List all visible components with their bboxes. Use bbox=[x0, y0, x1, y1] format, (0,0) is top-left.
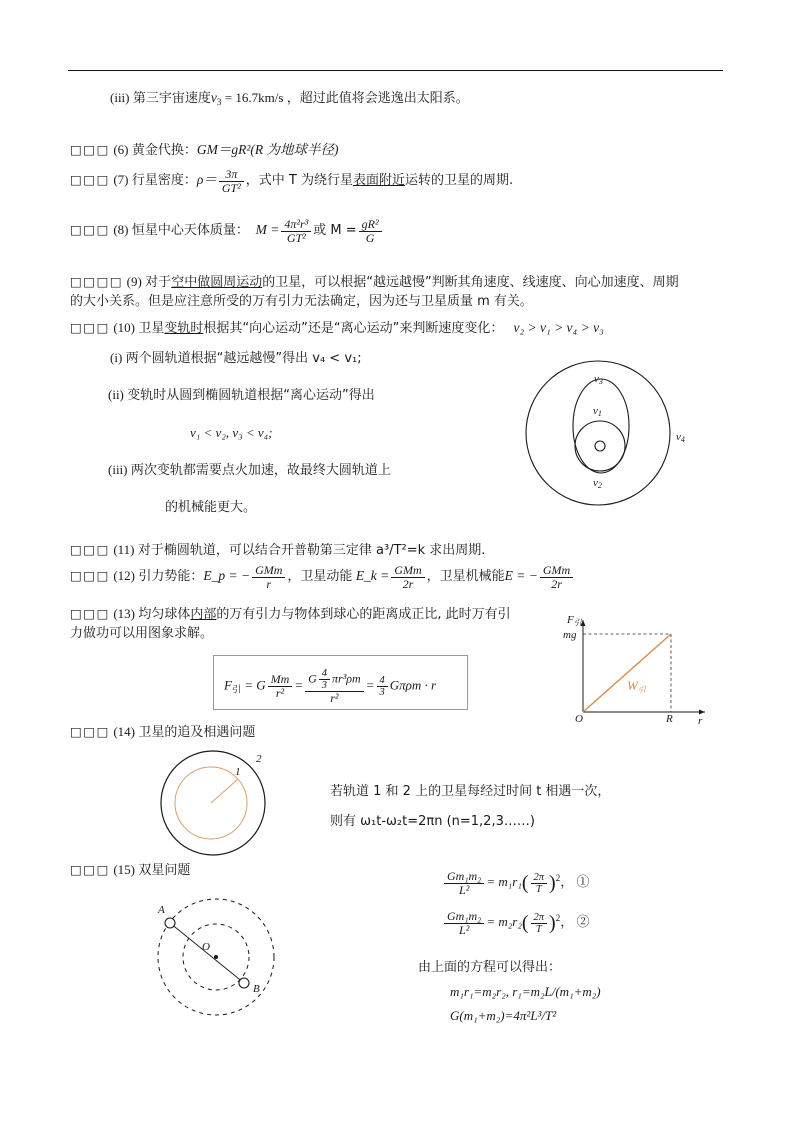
eq1-fraction bbox=[444, 870, 484, 896]
eq1-paren-fraction bbox=[531, 872, 548, 895]
label-star-a: A bbox=[158, 904, 165, 916]
item-15-number: (15) bbox=[113, 862, 135, 877]
item-10-sub-iii-label: (iii) bbox=[108, 462, 128, 477]
force-line bbox=[583, 634, 671, 712]
checkbox-group-12[interactable]: □□□ bbox=[70, 568, 110, 584]
eq2-paren-num: 2π bbox=[533, 911, 545, 923]
item-7-frac-numerator: 3π bbox=[225, 167, 238, 181]
item-8-f2-num: gR² bbox=[361, 217, 379, 231]
fb13-frac-1 bbox=[268, 673, 293, 699]
item-7-fraction bbox=[219, 168, 244, 194]
fb13-n1: Mm bbox=[270, 672, 290, 687]
binary-result-1: m₁r₁=m₂r₂, r₁=m₂L/(m₁+m₂) bbox=[450, 984, 601, 999]
work-area-label: W引 bbox=[627, 678, 646, 694]
item-15-row bbox=[70, 860, 190, 881]
item-10-sub-iii bbox=[108, 460, 391, 481]
item-14-row bbox=[70, 722, 255, 743]
item-7-row bbox=[70, 168, 513, 194]
fb13-last-d: 3 bbox=[377, 686, 388, 698]
label-v3: v3 bbox=[594, 373, 603, 386]
item-7-text-after: ，式中 T 为绕行星 bbox=[245, 173, 354, 189]
item-12-ek-fraction bbox=[391, 564, 424, 590]
item-7-number: (7) bbox=[113, 172, 129, 188]
paragraph-third-cosmic-velocity bbox=[110, 88, 469, 112]
item-11-number: (11) bbox=[113, 542, 135, 557]
radius-line bbox=[211, 779, 238, 803]
item-13-line1-b: 的万有引力与物体到球心的距离成正比, 此时万有引 bbox=[216, 607, 511, 622]
item-7-underlined: 表面附近 bbox=[353, 173, 406, 189]
fb13-eq1: = G bbox=[244, 677, 266, 693]
item-10-sub-ii-label: (ii) bbox=[108, 387, 124, 402]
item-14-title: 卫星的追及相遇问题 bbox=[138, 725, 256, 740]
item-13-line2: 力做功可以用图象求解。 bbox=[70, 626, 214, 641]
item-10-underlined: 变轨时 bbox=[164, 321, 204, 336]
item-8-formula1-lead: M = bbox=[255, 222, 280, 238]
item-8-number: (8) bbox=[113, 222, 129, 238]
header-rule bbox=[68, 70, 723, 71]
item-13-row bbox=[70, 604, 511, 625]
binary-conclusion-lead: 由上面的方程可以得出： bbox=[418, 960, 562, 975]
connecting-line bbox=[170, 923, 244, 983]
fb13-inner-d: 3 bbox=[319, 679, 330, 691]
orbit-diagram-10 bbox=[508, 358, 698, 508]
item-8-fraction-1 bbox=[281, 218, 311, 244]
item-11-text: 对于椭圆轨道，可以结合开普勒第三定律 a³/T²=k 求出周期. bbox=[137, 543, 486, 558]
item-9-number: (9) bbox=[126, 274, 142, 289]
item-14-note-line1: 若轨道 1 和 2 上的卫星每经过时间 t 相遇一次， bbox=[330, 784, 611, 799]
item-6-row bbox=[70, 140, 339, 161]
label-v4: v4 bbox=[676, 431, 685, 444]
item-10-sub-ii-text: 变轨时从圆到椭圆轨道根据“离心运动”得出 bbox=[127, 388, 375, 403]
center-of-mass-dot bbox=[214, 955, 218, 959]
item-13-underlined: 内部 bbox=[190, 607, 217, 622]
fb13-inner-frac bbox=[319, 668, 330, 691]
checkbox-group-10[interactable]: □□□ bbox=[70, 320, 110, 335]
label-track-1: 1 bbox=[235, 766, 241, 778]
item-11-row bbox=[70, 540, 485, 561]
fb13-big-den: r² bbox=[305, 691, 364, 705]
binary-star-diagram bbox=[128, 895, 318, 1025]
item-8-fraction-2 bbox=[359, 218, 382, 244]
force-distance-graph bbox=[563, 612, 715, 727]
item-8-f1-num: 4π²r³ bbox=[284, 217, 309, 231]
eq1-rhs: = m₁r₁ bbox=[486, 874, 522, 889]
item-12-e-num: GMm bbox=[542, 563, 571, 577]
x-axis-arrow bbox=[699, 710, 705, 715]
label-star-b: B bbox=[253, 983, 260, 995]
binary-equation-1: $\frac{\text{Gm₁m₂}}{\text{L²}}$ = m₁r₁( $\frac{2\pi}{T}$ )$^2$， ① bbox=[442, 868, 590, 896]
fb13-inner-n: 4 bbox=[321, 668, 328, 679]
label-track-2: 2 bbox=[256, 753, 262, 765]
item-10-sub-i-text: 两个圆轨道根据“越远越慢”得出 v₄ < v₁; bbox=[125, 351, 362, 366]
item-12-e-lead: E = − bbox=[504, 568, 538, 584]
x-axis-label: r bbox=[698, 715, 703, 727]
fb13-big-num-lead: G bbox=[308, 671, 317, 686]
checkbox-group-9[interactable]: □□□□ bbox=[70, 274, 124, 289]
eq2-fraction bbox=[444, 910, 484, 936]
y-axis-label: F引 bbox=[567, 614, 582, 627]
checkbox-group-6[interactable]: □□□ bbox=[70, 142, 110, 157]
star-b-marker bbox=[239, 978, 249, 988]
label-center-o: O bbox=[202, 941, 210, 953]
eq1-num: Gm₁m₂ bbox=[447, 868, 482, 883]
item-8-f1-den: GT² bbox=[281, 231, 311, 245]
item-13-line1-a: 均匀球体 bbox=[138, 607, 191, 622]
velocity-value: = 16.7km/s bbox=[224, 90, 284, 105]
item-8-title: 恒星中心天体质量： bbox=[131, 223, 249, 239]
fb13-eq3: = bbox=[365, 677, 375, 693]
item-9-line1-a: 对于 bbox=[145, 275, 172, 290]
item-12-ep-num: GMm bbox=[255, 563, 283, 577]
fb13-last-tail: Gπρm · r bbox=[389, 677, 437, 693]
third-cosmic-velocity-tail: ，超过此值将会逃逸出太阳系。 bbox=[286, 91, 469, 106]
item-10-sub-iii-text1: 两次变轨都需要点火加速，故最终大圆轨道上 bbox=[130, 463, 391, 478]
item-8-f2-den: G bbox=[359, 231, 382, 245]
eq2-power: 2 bbox=[555, 913, 561, 923]
item-12-e-den: 2r bbox=[540, 577, 573, 591]
velocity-symbol: v bbox=[210, 90, 217, 105]
item-12-mid1: ，卫星动能 bbox=[287, 569, 353, 585]
eq2-rhs: = m₂r₂ bbox=[486, 914, 522, 929]
item-14-note-line2: 则有 ω₁t-ω₂t=2πn (n=1,2,3……) bbox=[330, 814, 535, 829]
checkbox-group-15[interactable]: □□□ bbox=[70, 862, 110, 877]
fb13-eq2: = bbox=[294, 677, 304, 693]
item-6-title: 黄金代换： bbox=[131, 143, 197, 158]
eq2-num: Gm₁m₂ bbox=[447, 908, 482, 923]
item-12-number: (12) bbox=[113, 568, 135, 584]
checkbox-group-8[interactable]: □□□ bbox=[70, 222, 110, 238]
item-12-ek-num: GMm bbox=[394, 563, 422, 577]
item-13-number: (13) bbox=[113, 606, 135, 621]
item-10-sub-i bbox=[110, 348, 362, 369]
eq2-paren-den: T bbox=[531, 923, 548, 935]
item-7-frac-denominator: GT² bbox=[219, 181, 244, 195]
central-body bbox=[595, 441, 605, 451]
item-10-inequality: v₂ > v₁ > v₄ > v₃ bbox=[513, 320, 604, 335]
checkbox-group-13[interactable]: □□□ bbox=[70, 606, 110, 621]
star-a-marker bbox=[165, 918, 175, 928]
item-10-number: (10) bbox=[113, 320, 135, 335]
item-14-number: (14) bbox=[113, 724, 135, 739]
checkbox-group-7[interactable]: □□□ bbox=[70, 172, 110, 188]
chase-orbit-diagram bbox=[148, 745, 288, 863]
fb13-last-n: 4 bbox=[379, 674, 385, 686]
label-v2: v2 bbox=[593, 477, 602, 490]
binary-equation-2: $\frac{\text{Gm₁m₂}}{\text{L²}}$ = m₂r₂( $\frac{2\pi}{T}$ )$^2$， ② bbox=[442, 908, 590, 936]
item-10-sub-ii bbox=[108, 385, 375, 406]
item-7-formula-lead: ρ＝ bbox=[196, 172, 217, 188]
item-12-ep-fraction bbox=[252, 564, 285, 590]
item-12-ep-lead: E_p = − bbox=[203, 568, 251, 584]
fb13-lead-sub: 引 bbox=[231, 684, 241, 695]
item-10-lead-a: 卫星 bbox=[138, 321, 165, 336]
item-8-joiner: 或 M = bbox=[313, 223, 357, 239]
checkbox-group-11[interactable]: □□□ bbox=[70, 542, 110, 557]
item-9-underlined: 空中做圆周运动 bbox=[171, 275, 263, 290]
eq1-power: 2 bbox=[555, 873, 561, 883]
item-7-title: 行星密度： bbox=[131, 173, 197, 189]
fb13-big-fraction bbox=[305, 668, 364, 705]
item-10-sub-iii-text2: 的机械能更大。 bbox=[165, 500, 257, 515]
eq1-paren-num: 2π bbox=[533, 871, 545, 883]
fb13-big-num bbox=[305, 668, 364, 691]
item-12-row bbox=[70, 564, 575, 590]
checkbox-group-14[interactable]: □□□ bbox=[70, 724, 110, 739]
item-12-ek-den: 2r bbox=[391, 577, 424, 591]
item-12-e-fraction bbox=[540, 564, 573, 590]
eq1-tag: ① bbox=[576, 874, 590, 889]
eq2-paren-fraction bbox=[531, 912, 548, 935]
formula-box-13 bbox=[213, 655, 468, 710]
item-9-line2: 的大小关系。但是应注意所受的万有引力无法确定，因为还与卫星质量 m 有关。 bbox=[70, 294, 533, 309]
velocity-subscript: 3 bbox=[216, 97, 222, 107]
item-9-line1-b: 的卫星，可以根据“越远越慢”判断其角速度、线速度、向心加速度、周期 bbox=[262, 275, 679, 290]
item-12-ep-den: r bbox=[252, 577, 285, 591]
label-v1: v1 bbox=[593, 405, 602, 418]
item-15-title: 双星问题 bbox=[138, 863, 191, 878]
eq2-den: L² bbox=[444, 923, 484, 937]
y-tick-mg: mg bbox=[563, 629, 577, 641]
item-10-sub-i-label: (i) bbox=[110, 350, 123, 365]
item-8-row bbox=[70, 218, 384, 244]
eq1-den: L² bbox=[444, 883, 484, 897]
item-7-text-end: 运转的卫星的周期. bbox=[405, 173, 514, 189]
eq1-paren-den: T bbox=[531, 883, 548, 895]
item-6-formula: GM＝gR²(R 为地球半径) bbox=[196, 142, 339, 157]
item-12-title: 引力势能： bbox=[138, 569, 204, 585]
list-marker-iii: (iii) bbox=[110, 90, 130, 105]
fb13-big-num-tail: πr³ρm bbox=[332, 671, 361, 686]
fb13-last-frac bbox=[377, 675, 388, 698]
item-10-row bbox=[70, 318, 604, 339]
item-12-mid2: ，卫星机械能 bbox=[426, 569, 505, 585]
eq2-tag: ② bbox=[576, 914, 590, 929]
item-10-lead-b: 根据其“向心运动”还是“离心运动”来判断速度变化： bbox=[203, 321, 504, 336]
item-9-row bbox=[70, 272, 679, 293]
inner-orbit-circle bbox=[575, 421, 625, 471]
item-6-number: (6) bbox=[113, 142, 129, 157]
binary-result-2: G(m₁+m₂)=4π²L³/T² bbox=[450, 1008, 557, 1023]
fb13-d1: r² bbox=[268, 686, 293, 700]
item-10-sub-ii-formula: v₁ < v₂, v₃ < v₄; bbox=[190, 425, 273, 440]
third-cosmic-velocity-text: 第三宇宙速度 bbox=[132, 91, 211, 106]
transfer-ellipse bbox=[573, 379, 629, 473]
x-tick-R: R bbox=[666, 713, 673, 725]
fb13-lead: F bbox=[224, 677, 232, 693]
origin-label: O bbox=[575, 713, 583, 725]
item-12-ek-lead: E_k = bbox=[355, 568, 390, 584]
